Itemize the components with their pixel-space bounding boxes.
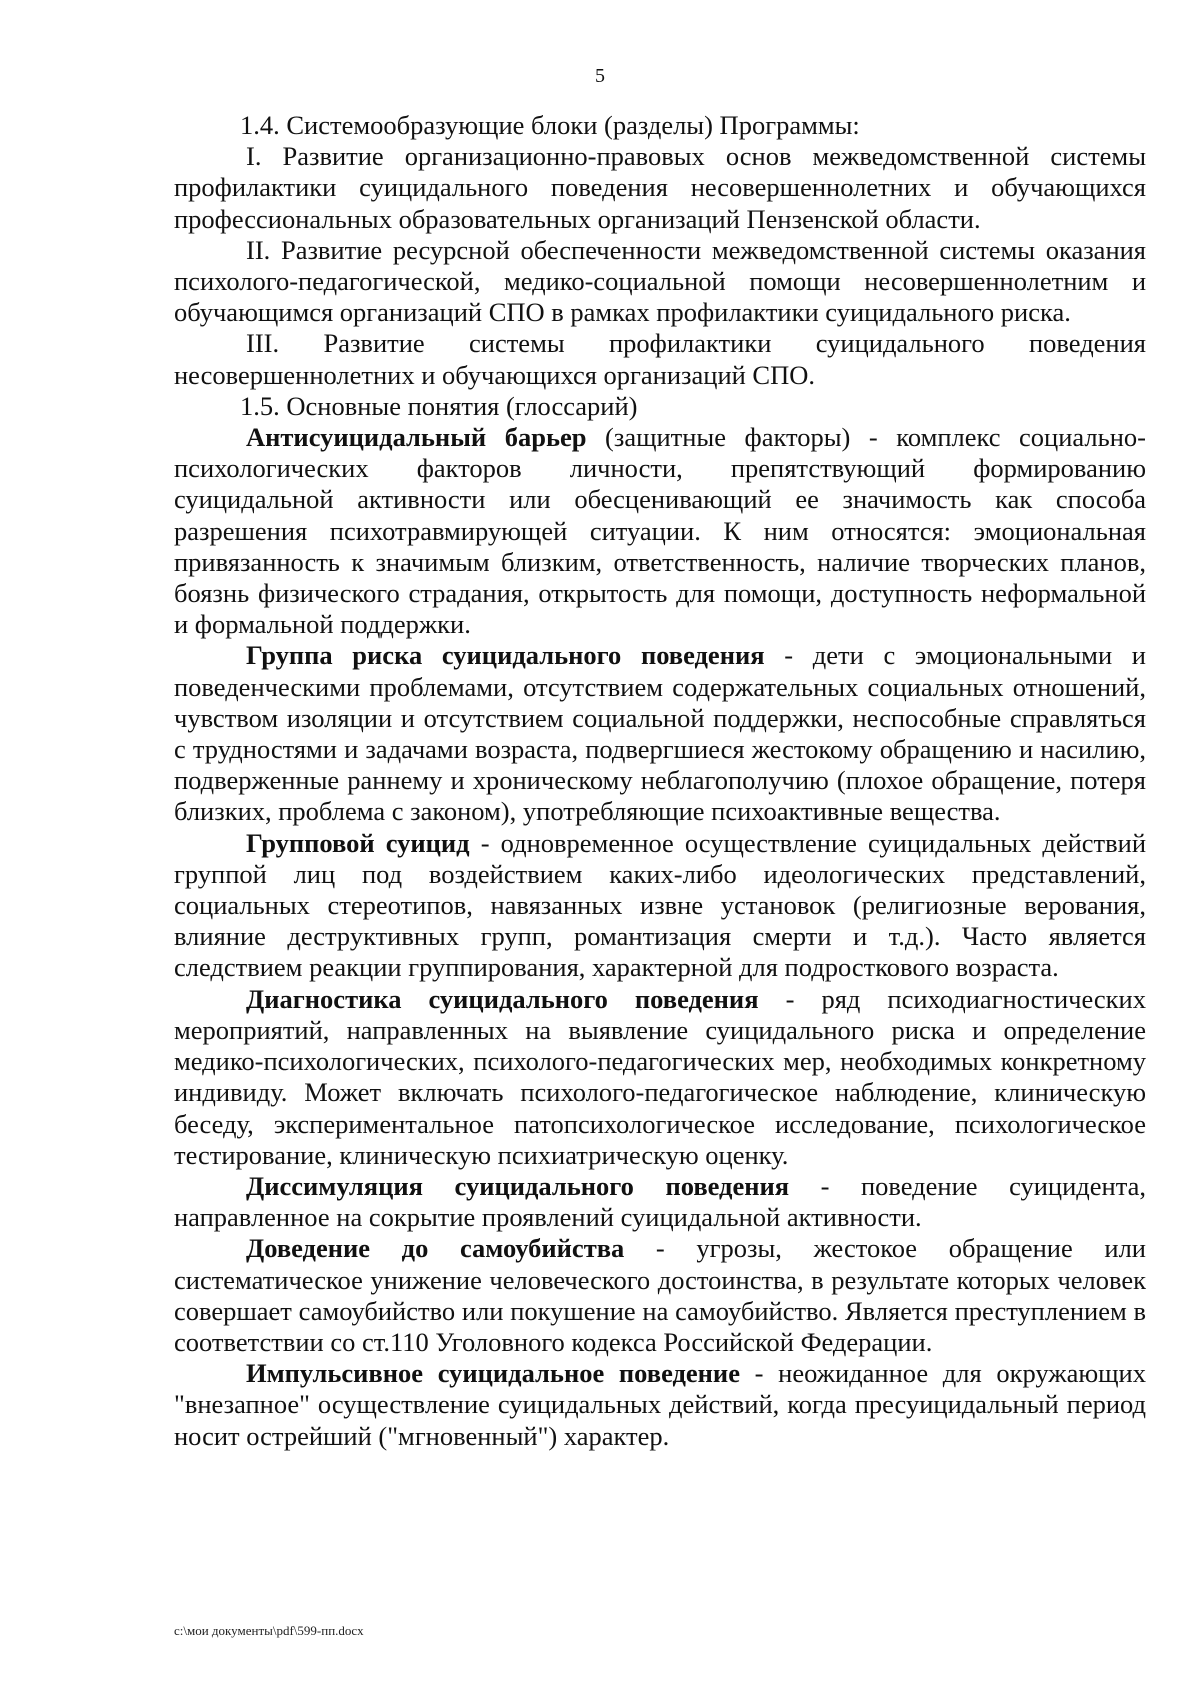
document-body <box>174 110 1146 1452</box>
glossary-definition: - поведение суицидента, направленное на сокрытие проявлений суицидальной активности. <box>174 1170 1146 1233</box>
glossary-entry <box>174 828 1146 984</box>
glossary-definition: - дети с эмоциональными и поведенческими проблемами, отсутствием содержательных социальных отношений, чувством изоляции и отсутствием социальной поддержки, неспособные справляться с трудностями и задачами возраста, подвергшиеся жестокому обращению и насилию, подверженные раннему и хроническому неблагополучию (плохое обращение, потеря близких, проблема с законом), употребляющие психоактивные вещества. <box>174 640 1146 827</box>
glossary-entry <box>174 984 1146 1171</box>
glossary-entry <box>174 422 1146 640</box>
glossary-definition: - одновременное осуществление суицидальных действий группой лиц под воздействием каких-либо идеологических представлений, социальных стереотипов, навязанных извне установок (религиозные верования, влияние деструктивных групп, романтизация смерти и т.д.). Часто является следствием реакции группирования, характерной для подросткового возраста. <box>174 827 1147 983</box>
glossary-term: Группа риска суицидального поведения <box>246 640 765 671</box>
file-path-footer: c:\мои документы\pdf\599-пп.docx <box>174 1623 364 1638</box>
glossary-definition: - неожиданное для окружающих "внезапное" осуществление суицидальных действий, когда пресуицидальный период носит острейший ("мгновенный") характер. <box>174 1358 1146 1451</box>
glossary-entry <box>174 1358 1146 1452</box>
program-block-1: I. Развитие организационно-правовых основ межведомственной системы профилактики суицидального поведения несовершеннолетних и обучающихся профессиональных образовательных организаций Пензенской области. <box>174 141 1146 234</box>
section-heading-1-4: 1.4. Системообразующие блоки (разделы) Программы: <box>240 110 860 140</box>
glossary-entry <box>174 1233 1146 1358</box>
program-block-3: III. Развитие системы профилактики суицидального поведения несовершеннолетних и обучающихся организаций СПО. <box>174 328 1146 390</box>
glossary-term: Групповой суицид <box>246 827 470 858</box>
glossary-entry <box>174 640 1146 827</box>
program-block-2: II. Развитие ресурсной обеспеченности межведомственной системы оказания психолого-педагогической, медико-социальной помощи несовершеннолетним и обучающимся организаций СПО в рамках профилактики суицидального риска. <box>174 234 1146 328</box>
glossary-definition: (защитные факторы) - комплекс социально-психологических факторов личности, препятствующий формированию суицидальной активности или обесценивающий ее значимость как способа разрешения психотравмирующей ситуации. К ним относятся: эмоциональная привязанность к значимым близким, ответственность, наличие творческих планов, боязнь физического страдания, открытость для помощи, доступность неформальной и формальной поддержки. <box>174 422 1146 640</box>
section-heading-1-5: 1.5. Основные понятия (глоссарий) <box>240 390 638 421</box>
glossary-entry <box>174 1171 1146 1233</box>
glossary-definition: - угрозы, жестокое обращение или систематическое унижение человеческого достоинства, в результате которых человек совершает самоубийство или покушение на самоубийство. Является преступлением в соответствии со ст.110 Уголовного кодекса Российской Федерации. <box>174 1233 1146 1357</box>
glossary-term: Диагностика суицидального поведения <box>246 983 759 1014</box>
glossary-term: Импульсивное суицидальное поведение <box>246 1358 740 1389</box>
glossary-definition: - ряд психодиагностических мероприятий, направленных на выявление суицидального риска и определение медико-психологических, психолого-педагогических мер, необходимых конкретному индивиду. Может включать психолого-педагогическое наблюдение, клиническую беседу, экспериментальное патопсихологическое исследование, психологическое тестирование, клиническую психиатрическую оценку. <box>174 983 1146 1170</box>
glossary-term: Диссимуляция суицидального поведения <box>246 1170 790 1201</box>
glossary-term: Доведение до самоубийства <box>246 1233 625 1264</box>
page-number: 5 <box>595 65 605 87</box>
glossary-term: Антисуицидальный барьер <box>246 422 587 453</box>
